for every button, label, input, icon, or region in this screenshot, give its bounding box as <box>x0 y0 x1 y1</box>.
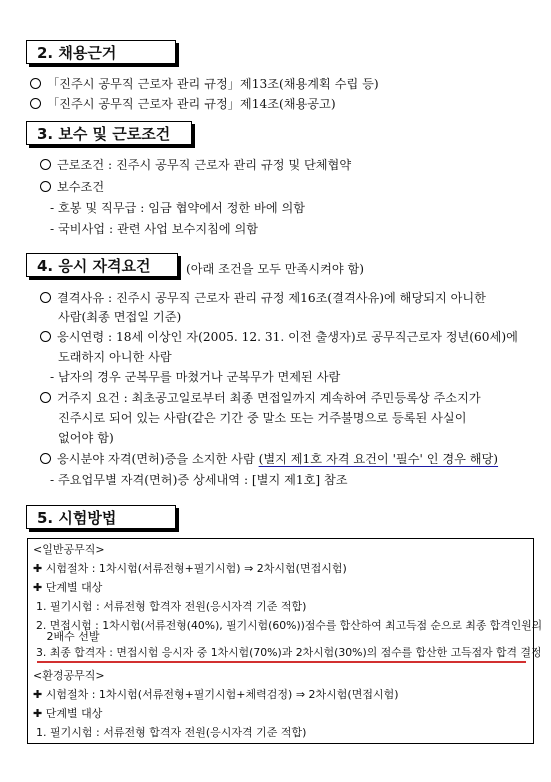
circle-bullet-icon <box>40 392 51 403</box>
circle-bullet-icon <box>30 78 41 89</box>
sub-item: - 주요업무별 자격(면허)증 상세내역 : [별지 제1호] 참조 <box>50 473 348 487</box>
box-line: 3. 최종 합격자 : 면접시험 응시자 중 1차시험(70%)과 2차시험(30%)의 점수를 합산한 고득점자 합격 결정 <box>36 646 542 659</box>
list-item: 응시연령 : 18세 이상인 자(2005. 12. 31. 이전 출생자)로 공무직근로자 정년(60세)에 <box>40 329 518 345</box>
list-item: 근로조건 : 진주시 공무직 근로자 관리 규정 및 단체협약 <box>40 157 351 173</box>
box-line: ✚ 단계별 대상 <box>33 707 103 720</box>
list-item-continuation: 사람(최종 면접일 기준) <box>58 310 182 324</box>
section-4-note: (아래 조건을 모두 만족시켜야 함) <box>186 262 365 276</box>
section-4-heading: 4. 응시 자격요건 <box>26 253 178 277</box>
red-underline <box>37 661 526 663</box>
box-line: ✚ 시험절차 : 1차시험(서류전형+필기시험+체력검정) ⇒ 2차시험(면접시험) <box>33 688 399 701</box>
highlighted-requirement-note: (별지 제1호 자격 요건이 '필수' 인 경우 해당) <box>258 452 499 466</box>
list-item-continuation: 없어야 함) <box>58 431 114 445</box>
circle-bullet-icon <box>40 331 51 342</box>
box-line: ✚ 단계별 대상 <box>33 581 103 594</box>
circle-bullet-icon <box>40 292 51 303</box>
list-item: 보수조건 <box>40 179 104 195</box>
section-3-heading: 3. 보수 및 근로조건 <box>26 121 192 145</box>
list-item-continuation: 진주시로 되어 있는 사람(같은 기간 중 말소 또는 거주불명으로 등록된 사실이 <box>58 411 467 425</box>
section-5-heading: 5. 시험방법 <box>26 505 176 529</box>
sub-item: - 국비사업 : 관련 사업 보수지침에 의함 <box>50 222 259 236</box>
circle-bullet-icon <box>40 159 51 170</box>
list-item: 응시분야 자격(면허)증을 소지한 사람 (별지 제1호 자격 요건이 '필수' 인 경우 해당) <box>40 451 498 467</box>
list-item: 거주지 요건 : 최초공고일로부터 최종 면접일까지 계속하여 주민등록상 주소지가 <box>40 390 481 406</box>
sub-item: - 호봉 및 직무급 : 임금 협약에서 정한 바에 의함 <box>50 201 306 215</box>
list-item: 「진주시 공무직 근로자 관리 규정」제14조(채용공고) <box>30 96 336 112</box>
list-item: 「진주시 공무직 근로자 관리 규정」제13조(채용계획 수립 등) <box>30 76 379 92</box>
list-item: 결격사유 : 진주시 공무직 근로자 관리 규정 제16조(결격사유)에 해당되지 아니한 <box>40 290 486 306</box>
box-line: 1. 필기시험 : 서류전형 합격자 전원(응시자격 기준 적합) <box>36 600 307 613</box>
circle-bullet-icon <box>40 181 51 192</box>
box-line: <환경공무직> <box>33 669 105 682</box>
box-line: ✚ 시험절차 : 1차시험(서류전형+필기시험) ⇒ 2차시험(면접시험) <box>33 562 347 575</box>
circle-bullet-icon <box>40 453 51 464</box>
section-2-heading: 2. 채용근거 <box>26 40 176 64</box>
list-item-continuation: 도래하지 아니한 사람 <box>58 350 172 364</box>
box-line: <일반공무직> <box>33 543 105 556</box>
sub-item: - 남자의 경우 군복무를 마쳤거나 군복무가 면제된 사람 <box>50 370 341 384</box>
box-line: 1. 필기시험 : 서류전형 합격자 전원(응시자격 기준 적합) <box>36 726 307 739</box>
box-line: 2배수 선발 <box>36 630 100 643</box>
box-line: 2. 면접시험 : 1차시험(서류전형(40%), 필기시험(60%))점수를 합산하여 최고득점 순으로 최종 합격인원의 <box>36 619 543 632</box>
circle-bullet-icon <box>30 98 41 109</box>
